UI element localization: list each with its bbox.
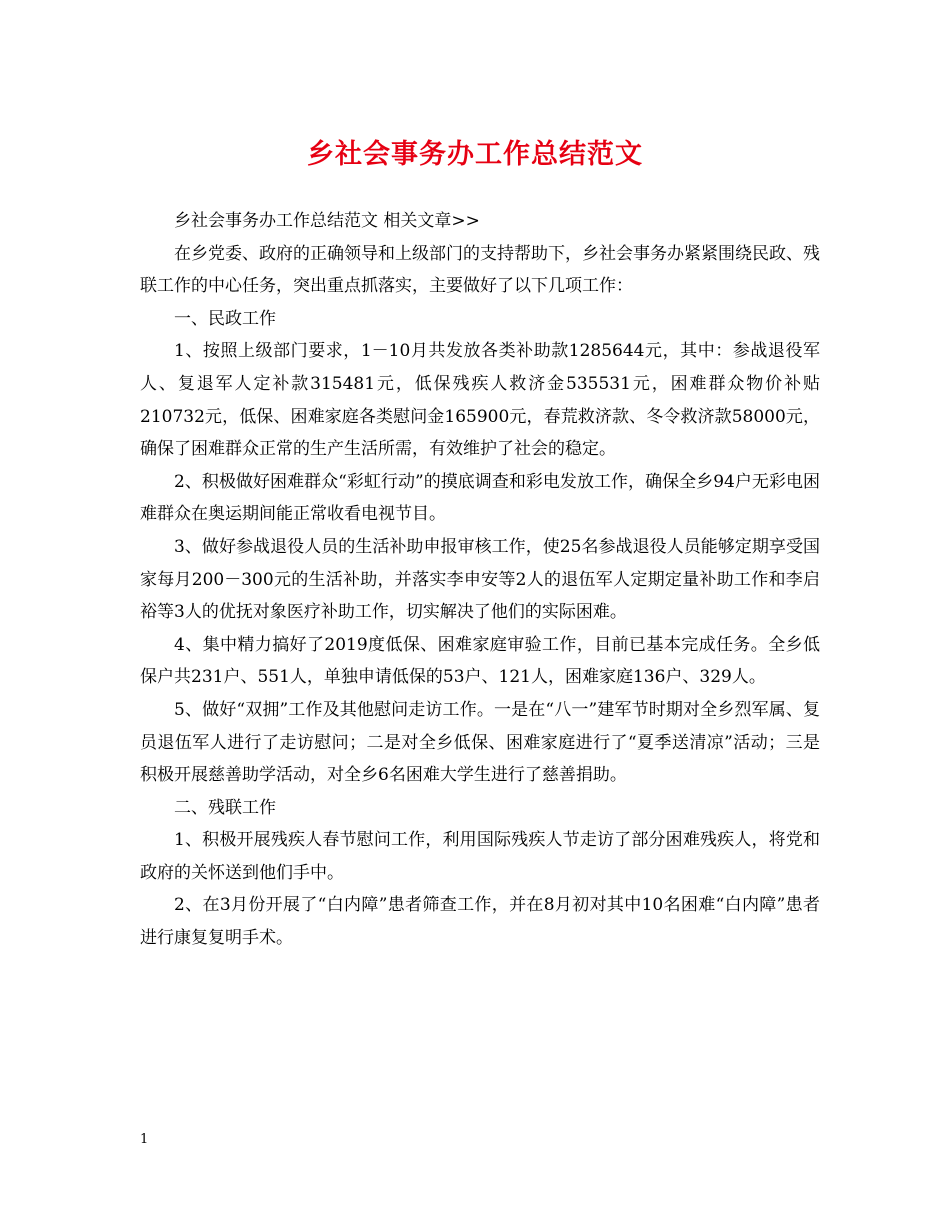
paragraph-intro: 在乡党委、政府的正确领导和上级部门的支持帮助下，乡社会事务办紧紧围绕民政、残联工作的中心任务，突出重点抓落实，主要做好了以下几项工作： <box>140 243 820 297</box>
paragraph-item: 1、积极开展残疾人春节慰问工作，利用国际残疾人节走访了部分困难残疾人，将党和政府的关怀送到他们手中。 <box>140 830 820 883</box>
paragraph-item: 4、集中精力搞好了2019度低保、困难家庭审验工作，目前已基本完成任务。全乡低保户共231户、551人，单独申请低保的53户、121人，困难家庭136户、329人。 <box>140 634 820 688</box>
paragraph-item: 3、做好参战退役人员的生活补助申报审核工作，使25名参战退役人员能够定期享受国家每月200－300元的生活补助，并落实李申安等2人的退伍军人定期定量补助工作和李启裕等3人的优抚对象医疗补助工作，切实解决了他们的实际困难。 <box>140 536 820 623</box>
paragraph-item: 1、按照上级部门要求，1－10月共发放各类补助款1285644元，其中：参战退役军人、复退军人定补款315481元，低保残疾人救济金535531元，困难群众物价补贴210732元，低保、困难家庭各类慰问金165900元，春荒救济款、冬令救济款58000元，确保了困难群众正常的生产生活所需，有效维护了社会的稳定。 <box>140 341 820 460</box>
paragraph-item: 2、在3月份开展了“白内障”患者筛查工作，并在8月初对其中10名困难“白内障”患者进行康复复明手术。 <box>140 895 820 949</box>
section-heading-civil-affairs: 一、民政工作 <box>174 308 276 329</box>
page-number: 1 <box>140 1132 149 1147</box>
paragraph-item: 5、做好“双拥”工作及其他慰问走访工作。一是在“八一”建军节时期对全乡烈军属、复员退伍军人进行了走访慰问；二是对全乡低保、困难家庭进行了“夏季送清凉”活动；三是积极开展慈善助学活动，对全乡6名困难大学生进行了慈善捐助。 <box>140 699 820 786</box>
paragraph-related-articles: 乡社会事务办工作总结范文 相关文章>> <box>174 211 480 231</box>
document-title: 乡社会事务办工作总结范文 <box>307 139 643 170</box>
paragraph-item: 2、积极做好困难群众“彩虹行动”的摸底调查和彩电发放工作，确保全乡94户无彩电困难群众在奥运期间能正常收看电视节目。 <box>140 471 820 525</box>
section-heading-disabled-federation: 二、残联工作 <box>174 797 276 818</box>
document-body <box>140 205 820 955</box>
